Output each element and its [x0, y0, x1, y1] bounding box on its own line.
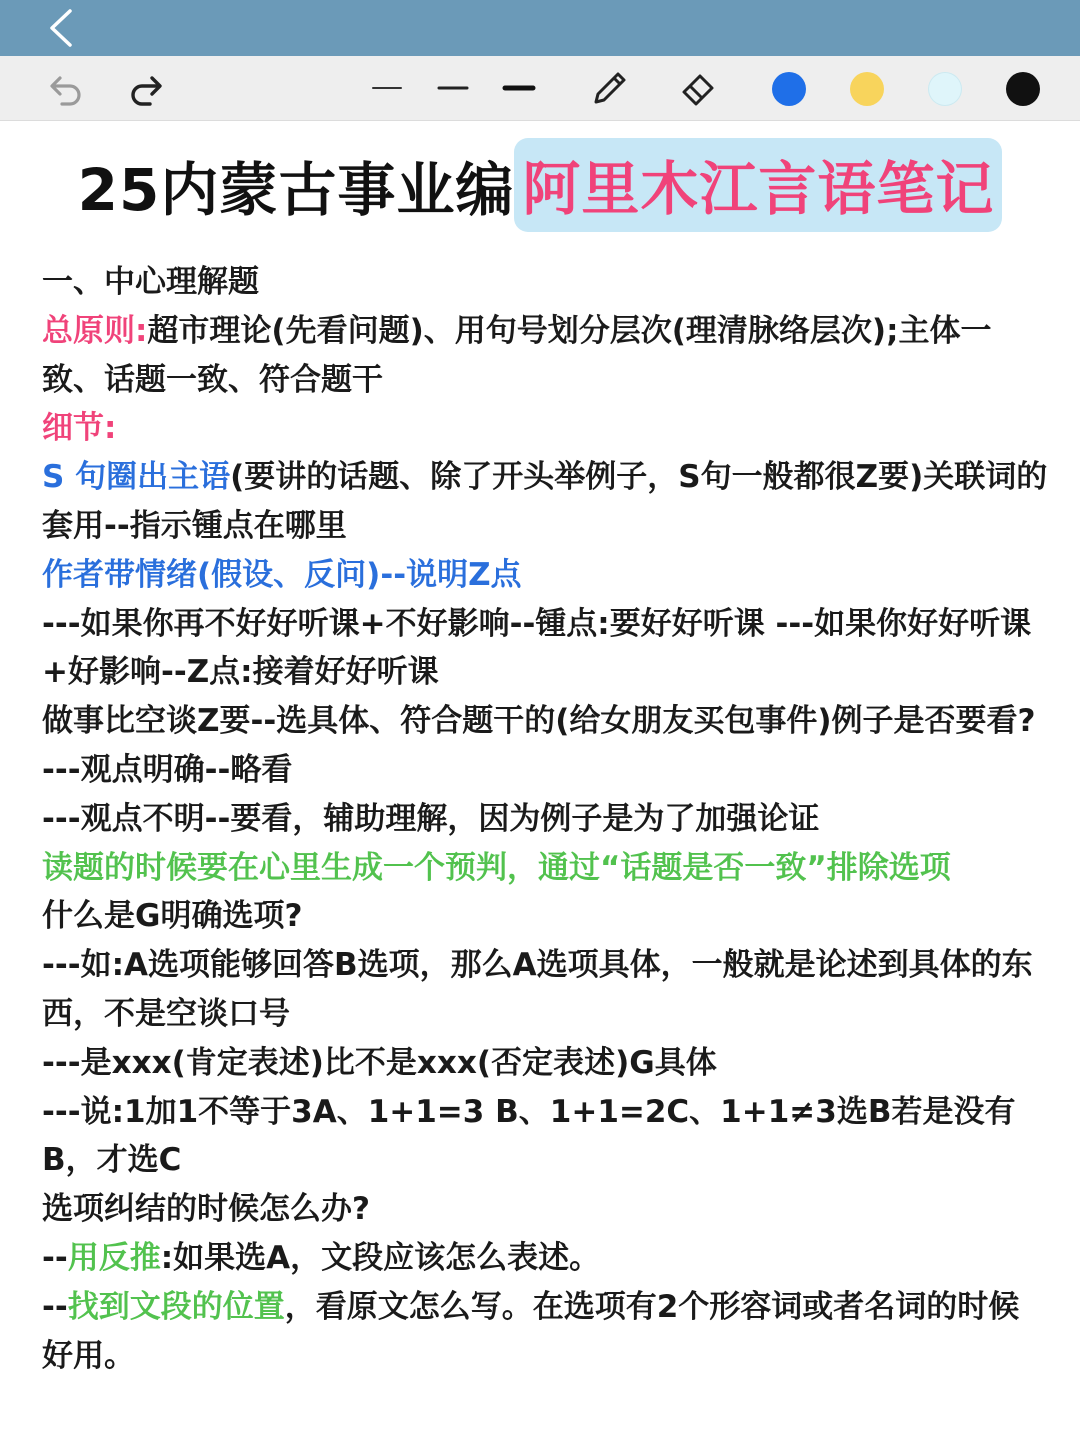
note-line-prediction: 读题的时候要在心里生成一个预判，通过“话题是否一致”排除选项: [42, 849, 951, 886]
eraser-icon: [676, 66, 720, 110]
stroke-thick-button[interactable]: [498, 64, 540, 112]
stroke-medium-button[interactable]: [432, 64, 474, 112]
method-line-2: [42, 1283, 1048, 1381]
s-sentence-highlight: S 句圈出主语: [42, 459, 231, 496]
color-swatch-blue[interactable]: [772, 72, 806, 106]
redo-button[interactable]: [124, 64, 168, 112]
detail-label: 细节:: [42, 410, 117, 447]
chevron-left-icon: [46, 7, 76, 49]
drawing-toolbar: [0, 56, 1080, 121]
s-sentence-text: (要讲的话题、除了开头举例子，S句一般都很Z要)关联词的套用--指示锺点在哪里: [42, 459, 1048, 544]
top-app-bar: [0, 0, 1080, 56]
answer-line-3: ---说:1加1不等于3A、1+1=3 B、1+1=2C、1+1≠3选B若是没有B，才选C: [42, 1093, 1016, 1179]
undo-button[interactable]: [44, 64, 88, 112]
answer-line-1: ---如:A选项能够回答B选项，那么A选项具体，一般就是论述到具体的东西，不是空谈口号: [42, 947, 1033, 1032]
note-line-example2: 做事比空谈Z要--选具体、符合题干的(给女朋友买包事件)例子是否要看? ---观点明确--略看: [42, 703, 1036, 788]
undo-icon: [46, 68, 86, 108]
redo-icon: [126, 68, 166, 108]
note-body: [42, 258, 1048, 1380]
stroke-thick-icon: [502, 83, 536, 93]
method2-text: ，看原文怎么写。在选项有2个形容词或者名词的时候好用。: [42, 1288, 1020, 1374]
color-swatch-yellow[interactable]: [850, 72, 884, 106]
pen-tool-button[interactable]: [586, 64, 634, 112]
pen-icon: [588, 66, 632, 110]
note-title-part1: 25内蒙古事业编: [77, 156, 515, 224]
stroke-thin-icon: [371, 83, 403, 93]
note-line-example3: ---观点不明--要看，辅助理解，因为例子是为了加强论证: [42, 800, 820, 837]
section-heading: 一、中心理解题: [42, 264, 259, 300]
back-button[interactable]: [38, 4, 84, 52]
principle-label: 总原则:: [42, 312, 148, 349]
answer-line-2: ---是xxx(肯定表述)比不是xxx(否定表述)G具体: [42, 1044, 717, 1081]
stroke-thin-button[interactable]: [366, 64, 408, 112]
principle-text: 超市理论(先看问题)、用句号划分层次(理清脉络层次);主体一致、话题一致、符合题干: [42, 312, 992, 398]
note-title-highlight: 阿里木江言语笔记: [514, 138, 1002, 232]
note-line-example1: ---如果你再不好好听课+不好影响--锺点:要好好听课 ---如果你好好听课+好影响--Z点:接着好好听课: [42, 605, 1032, 691]
method1-text: :如果选A，文段应该怎么表述。: [160, 1239, 601, 1276]
method-line-1: [42, 1234, 1048, 1283]
question-clear-option: 什么是G明确选项?: [42, 898, 303, 935]
method-dash: --: [42, 1288, 68, 1325]
stroke-medium-icon: [437, 83, 469, 93]
color-swatch-light-cyan[interactable]: [928, 72, 962, 106]
color-swatch-black[interactable]: [1006, 72, 1040, 106]
note-line-principle: [42, 307, 1048, 405]
eraser-tool-button[interactable]: [674, 64, 722, 112]
method1-label: 用反推: [67, 1239, 161, 1276]
note-line-author-emotion: 作者带情绪(假设、反问)--说明Z点: [42, 556, 522, 593]
method-dash: --: [42, 1239, 68, 1276]
question-option-dilemma: 选项纠结的时候怎么办?: [42, 1191, 370, 1228]
note-line-s-sentence: [42, 453, 1048, 551]
note-title: [0, 140, 1080, 230]
method2-label: 找到文段的位置: [67, 1288, 285, 1325]
